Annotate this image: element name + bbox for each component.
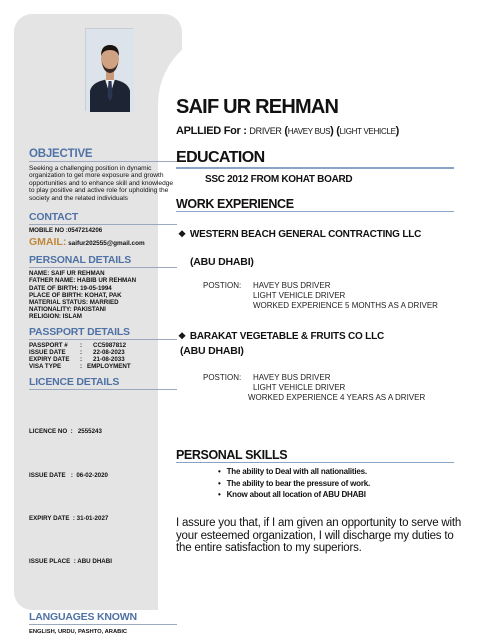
gmail-label: GMAIL: [29, 236, 67, 249]
position-line: HAVEY BUS DRIVER [253, 373, 331, 382]
skill-item: • The ability to bear the pressure of work. [218, 478, 370, 490]
passport-value: CC5987812 [93, 341, 127, 349]
skill-item: • Know about all location of ABU DHABI [218, 489, 370, 501]
passport-row [29, 363, 177, 370]
licence-line: LICENCE NO : 2555243 [29, 428, 102, 436]
paren: ( [336, 125, 340, 137]
passport-sep: : [79, 348, 83, 356]
personal-line: RELIGION: ISLAM [29, 313, 82, 321]
passport-key: VISA TYPE [29, 363, 62, 371]
passport-row [29, 342, 177, 349]
personal-line: NAME: SAIF UR REHMAN [29, 270, 105, 278]
passport-sep: : [79, 341, 83, 349]
passport-row [29, 349, 177, 356]
job-company [178, 331, 384, 342]
passport-value: 21-08-2033 [93, 356, 125, 364]
passport-sep: : [79, 363, 83, 371]
passport-details-title: PASSPORT DETAILS [29, 326, 177, 340]
personal-skills-title: PERSONAL SKILLS [176, 448, 454, 463]
passport-sep: : [79, 356, 83, 364]
personal-line: PLACE OF BIRTH: KOHAT, PAK [29, 291, 122, 299]
paren: ( [284, 125, 288, 137]
personal-line: NATIONALITY: PAKISTANI [29, 306, 106, 314]
position-label: POSTION: [203, 373, 242, 382]
education-entry: SSC 2012 FROM KOHAT BOARD [205, 174, 353, 185]
gmail-line [29, 236, 177, 248]
position-label: POSTION: [203, 281, 242, 290]
passport-key: EXPIRY DATE [29, 356, 70, 364]
passport-value: 22-08-2023 [93, 348, 125, 356]
skills-list [218, 466, 370, 501]
position-line: WORKED EXPERIENCE 5 MONTHS AS A DRIVER [253, 301, 438, 310]
paren: ) [395, 125, 400, 137]
job-location: (ABU DHABI) [180, 345, 244, 357]
sidebar-content [29, 148, 177, 636]
position-line: WORKED EXPERIENCE 4 YEARS AS A DRIVER [248, 393, 426, 402]
applied-role: DRIVER [249, 126, 282, 136]
position-line: LIGHT VEHICLE DRIVER [253, 291, 346, 300]
company-name: WESTERN BEACH GENERAL CONTRACTING LLC [189, 229, 422, 240]
candidate-name: SAIF UR REHMAN [176, 96, 339, 118]
passport-details-list [29, 342, 177, 371]
job-company [178, 229, 421, 240]
personal-details-title: PERSONAL DETAILS [29, 254, 177, 268]
education-title: EDUCATION [176, 149, 454, 169]
applied-for [176, 125, 466, 137]
person-portrait-icon [86, 29, 134, 112]
licence-line: ISSUE PLACE : ABU DHABI [29, 558, 112, 566]
applied-option: HAVEY BUS [287, 127, 331, 136]
languages-title: LANGUAGES KNOWN [29, 611, 177, 625]
job-position [203, 281, 438, 311]
licence-details-title: LICENCE DETAILS [29, 376, 177, 390]
mobile-number: MOBILE NO :0547214206 [29, 227, 103, 235]
personal-line: FATHER NAME: HABIB UR REHMAN [29, 277, 137, 285]
position-line: LIGHT VEHICLE DRIVER [253, 383, 346, 392]
personal-line: DATE OF BIRTH: 19-05-1994 [29, 284, 112, 292]
work-experience-title: WORK EXPERIENCE [176, 197, 454, 212]
declaration-text: I assure you that, if I am given an opportunity to serve with your esteemed organization, I will discharge my duties to the entire satisfaction to my superiors. [176, 517, 462, 554]
skill-item: • The ability to Deal with all nationalities. [218, 466, 370, 478]
applied-option: LIGHT VEHICLE [339, 127, 396, 136]
languages-text: ENGLISH, URDU, PASHTO, ARABIC [29, 629, 128, 636]
licence-line: ISSUE DATE : 06-02-2020 [29, 471, 108, 479]
gmail-address: saifur202555@gmail.com [68, 240, 145, 248]
paren: ) [330, 125, 334, 137]
licence-line: EXPIRY DATE : 31-01-2027 [29, 514, 109, 522]
company-name: BARAKAT VEGETABLE & FRUITS CO LLC [189, 331, 385, 342]
passport-value: EMPLOYMENT [87, 363, 131, 371]
objective-text: Seeking a challenging position in dynamic organization to get more exposure and growth opportunities and to enhance skill and knowledge to play positive and active role for upholding the society and the related individuals [29, 165, 174, 202]
personal-details-list [29, 270, 177, 320]
licence-details-list [29, 392, 177, 601]
profile-photo [85, 28, 133, 111]
passport-key: ISSUE DATE [29, 348, 66, 356]
job-position [203, 373, 425, 403]
passport-row [29, 356, 177, 363]
personal-line: MATERIAL STATUS: MARRIED [29, 299, 119, 307]
contact-title: CONTACT [29, 211, 177, 225]
diamond-bullet-icon: ❖ [178, 229, 186, 239]
position-line: HAVEY BUS DRIVER [253, 281, 331, 290]
job-location: (ABU DHABI) [190, 256, 254, 268]
diamond-bullet-icon: ❖ [178, 331, 186, 341]
passport-key: PASSPORT # [29, 341, 68, 349]
objective-title: OBJECTIVE [29, 148, 177, 162]
applied-label: APLLIED For : [176, 125, 247, 137]
